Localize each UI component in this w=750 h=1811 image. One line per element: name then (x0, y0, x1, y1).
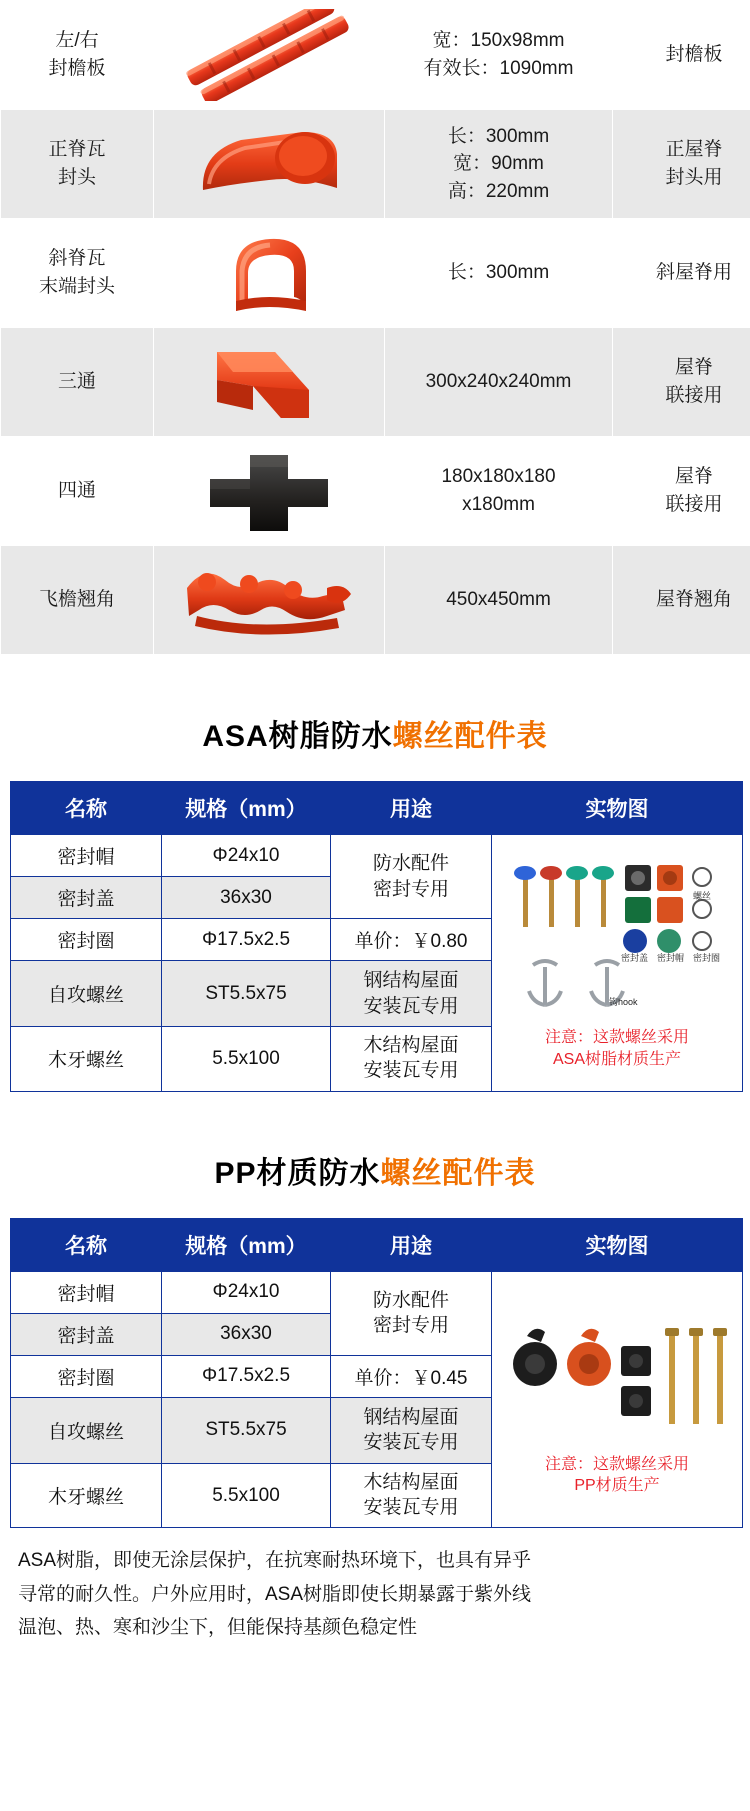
paragraph-line: 温泡、热、寒和沙尘下，但能保持基颜色稳定性 (18, 1616, 418, 1638)
barge-board-svg (169, 9, 369, 101)
note-line: 注意：这款螺丝采用 (544, 1455, 689, 1473)
note-line: ASA树脂材质生产 (552, 1050, 681, 1068)
asa-description-paragraph (0, 1528, 750, 1644)
pp-title-plain: PP材质防水 (214, 1156, 381, 1190)
accessory-name (1, 110, 154, 219)
accessory-use (613, 219, 750, 328)
accessory-image-cell (154, 328, 385, 437)
header-photo: 实物图 (492, 782, 743, 835)
accessory-use (613, 546, 750, 655)
eave-corner-svg (177, 554, 362, 646)
spec-line: 高：220mm (447, 180, 550, 202)
use-line: 联接用 (665, 494, 723, 515)
accessory-use (613, 437, 750, 546)
spec-line: 宽：90mm (453, 153, 544, 175)
screw-spec: Φ24x10 (162, 835, 331, 877)
screw-spec: 36x30 (162, 877, 331, 919)
header-name: 名称 (11, 782, 162, 835)
use-line: 密封专用 (372, 1315, 449, 1337)
use-line: 安装瓦专用 (363, 995, 459, 1017)
barge-board-image (158, 7, 380, 103)
screw-name: 密封盖 (11, 877, 162, 919)
pp-table-wrap (0, 1218, 750, 1529)
screw-spec: Φ24x10 (162, 1271, 331, 1313)
spec-line: 450x450mm (446, 589, 551, 611)
accessory-spec (385, 437, 613, 546)
screw-use (331, 1397, 492, 1463)
spec-line: 宽：150x98mm (432, 30, 565, 52)
screw-spec: 5.5x100 (162, 1463, 331, 1527)
accessories-table (0, 0, 750, 655)
table-row (1, 110, 750, 219)
table-row (1, 219, 750, 328)
pp-screw-table (10, 1218, 743, 1529)
use-line: 密封专用 (372, 878, 449, 900)
header-name: 名称 (11, 1218, 162, 1271)
table-row (1, 1, 750, 110)
screw-spec: 5.5x100 (162, 1027, 331, 1091)
header-spec: 规格（mm） (162, 1218, 331, 1271)
accessory-image-cell (154, 1, 385, 110)
header-photo: 实物图 (492, 1218, 743, 1271)
unit-price: 单价：￥0.45 (331, 1355, 492, 1397)
paragraph-line: 寻常的耐久性。户外应用时，ASA树脂即使长期暴露于紫外线 (18, 1583, 532, 1605)
accessory-name-line: 左/右 (55, 30, 99, 52)
screw-name: 密封盖 (11, 1313, 162, 1355)
screw-name: 密封帽 (11, 1271, 162, 1313)
asa-screw-table (10, 781, 743, 1092)
accessory-spec (385, 1, 613, 110)
use-line: 屋脊翘角 (655, 589, 732, 611)
accessory-name-line: 四通 (57, 480, 96, 502)
spec-line: 长：300mm (447, 125, 550, 147)
accessory-use (613, 328, 750, 437)
use-line: 正屋脊 (665, 139, 723, 161)
accessory-use (613, 110, 750, 219)
screw-use (331, 1463, 492, 1527)
use-line: 钢结构屋面 (363, 970, 459, 991)
use-line: 木结构屋面 (363, 1471, 459, 1493)
use-line: 封檐板 (665, 44, 723, 66)
note-line: PP材质生产 (574, 1477, 660, 1495)
unit-price: 单价：￥0.80 (331, 919, 492, 961)
screw-name: 密封圈 (11, 1355, 162, 1397)
spec-line: 180x180x180 (441, 466, 556, 488)
use-line: 联接用 (665, 385, 723, 406)
screw-spec: ST5.5x75 (162, 1397, 331, 1463)
accessory-spec (385, 219, 613, 328)
accessory-image-cell (154, 437, 385, 546)
note-line: 注意：这款螺丝采用 (544, 1029, 689, 1047)
accessory-spec (385, 110, 613, 219)
accessory-name-line: 飞檐翘角 (38, 589, 115, 611)
asa-table-wrap (0, 781, 750, 1092)
spec-line: 长：300mm (447, 262, 550, 284)
spec-line: x180mm (462, 494, 535, 515)
header-spec: 规格（mm） (162, 782, 331, 835)
svg-text:密封盖: 密封盖 (621, 953, 649, 964)
asa-section-title (0, 711, 750, 755)
cross-joint-image (158, 443, 380, 539)
tee-joint-image (158, 334, 380, 430)
accessory-name-line: 封头 (57, 167, 96, 188)
asa-title-highlight: 螺丝配件表 (392, 720, 548, 753)
pp-photo-cell (492, 1271, 743, 1528)
use-line: 安装瓦专用 (363, 1059, 459, 1081)
table-row (11, 835, 743, 877)
table-row (1, 328, 750, 437)
accessory-use (613, 1, 750, 110)
screw-name: 密封圈 (11, 919, 162, 961)
accessory-name-line: 封檐板 (48, 58, 106, 79)
use-line: 防水配件 (372, 1289, 449, 1311)
use-line: 防水配件 (372, 852, 449, 874)
use-line: 安装瓦专用 (363, 1432, 459, 1454)
hip-cap-svg (194, 227, 344, 319)
pp-parts-photo (496, 1302, 738, 1497)
screw-spec: Φ17.5x2.5 (162, 919, 331, 961)
tee-joint-svg (189, 336, 349, 428)
screw-name: 自攻螺丝 (11, 961, 162, 1027)
pp-parts-svg (497, 1302, 737, 1452)
use-line: 斜屋脊用 (655, 262, 732, 284)
hip-ridge-end-cap-image (158, 225, 380, 321)
pp-note (545, 1454, 689, 1497)
use-line: 安装瓦专用 (363, 1496, 459, 1518)
screw-use-merged (331, 1271, 492, 1355)
table-header-row (11, 782, 743, 835)
screw-spec: ST5.5x75 (162, 961, 331, 1027)
table-row (11, 1271, 743, 1313)
screw-name: 木牙螺丝 (11, 1463, 162, 1527)
accessory-spec (385, 328, 613, 437)
screw-name: 自攻螺丝 (11, 1397, 162, 1463)
screw-name: 木牙螺丝 (11, 1027, 162, 1091)
accessory-image-cell (154, 219, 385, 328)
accessory-name (1, 219, 154, 328)
spec-line: 有效长：1090mm (423, 58, 574, 79)
table-row (1, 546, 750, 655)
screw-name: 密封帽 (11, 835, 162, 877)
screw-spec: Φ17.5x2.5 (162, 1355, 331, 1397)
svg-text:螺丝: 螺丝 (693, 891, 712, 902)
accessory-name (1, 437, 154, 546)
asa-title-plain: ASA树脂防水 (202, 720, 393, 753)
accessory-image-cell (154, 546, 385, 655)
svg-text:密封帽: 密封帽 (657, 953, 685, 964)
pp-section-title (0, 1148, 750, 1192)
accessory-name (1, 546, 154, 655)
asa-note (545, 1027, 689, 1070)
accessory-name (1, 1, 154, 110)
use-line: 屋脊 (674, 357, 713, 379)
flying-eave-corner-image (158, 552, 380, 648)
svg-text:钩hook: 钩hook (609, 997, 638, 1008)
cross-joint-svg (194, 445, 344, 537)
accessory-name-line: 三通 (57, 371, 96, 393)
screw-spec: 36x30 (162, 1313, 331, 1355)
accessory-name (1, 328, 154, 437)
asa-photo-cell (492, 835, 743, 1092)
accessory-image-cell (154, 110, 385, 219)
accessory-name-line: 末端封头 (38, 276, 115, 297)
use-line: 木结构屋面 (363, 1035, 459, 1057)
table-header-row (11, 1218, 743, 1271)
ridge-cap-svg (179, 118, 359, 210)
table-row (1, 437, 750, 546)
screw-use (331, 961, 492, 1027)
screw-use (331, 1027, 492, 1091)
main-ridge-end-cap-image (158, 116, 380, 212)
screw-use-merged (331, 835, 492, 919)
spec-line: 300x240x240mm (425, 371, 572, 393)
pp-title-highlight: 螺丝配件表 (380, 1156, 536, 1190)
use-line: 封头用 (665, 167, 723, 188)
svg-text:密封圈: 密封圈 (693, 953, 721, 964)
use-line: 屋脊 (674, 466, 713, 488)
paragraph-line: ASA树脂，即使无涂层保护，在抗寒耐热环境下，也具有异乎 (18, 1550, 532, 1572)
accessory-name-line: 斜脊瓦 (48, 248, 106, 270)
header-use: 用途 (331, 1218, 492, 1271)
asa-parts-photo (496, 855, 738, 1070)
header-use: 用途 (331, 782, 492, 835)
accessory-name-line: 正脊瓦 (48, 139, 106, 161)
asa-parts-svg (497, 855, 737, 1025)
use-line: 钢结构屋面 (363, 1406, 459, 1428)
accessory-spec (385, 546, 613, 655)
